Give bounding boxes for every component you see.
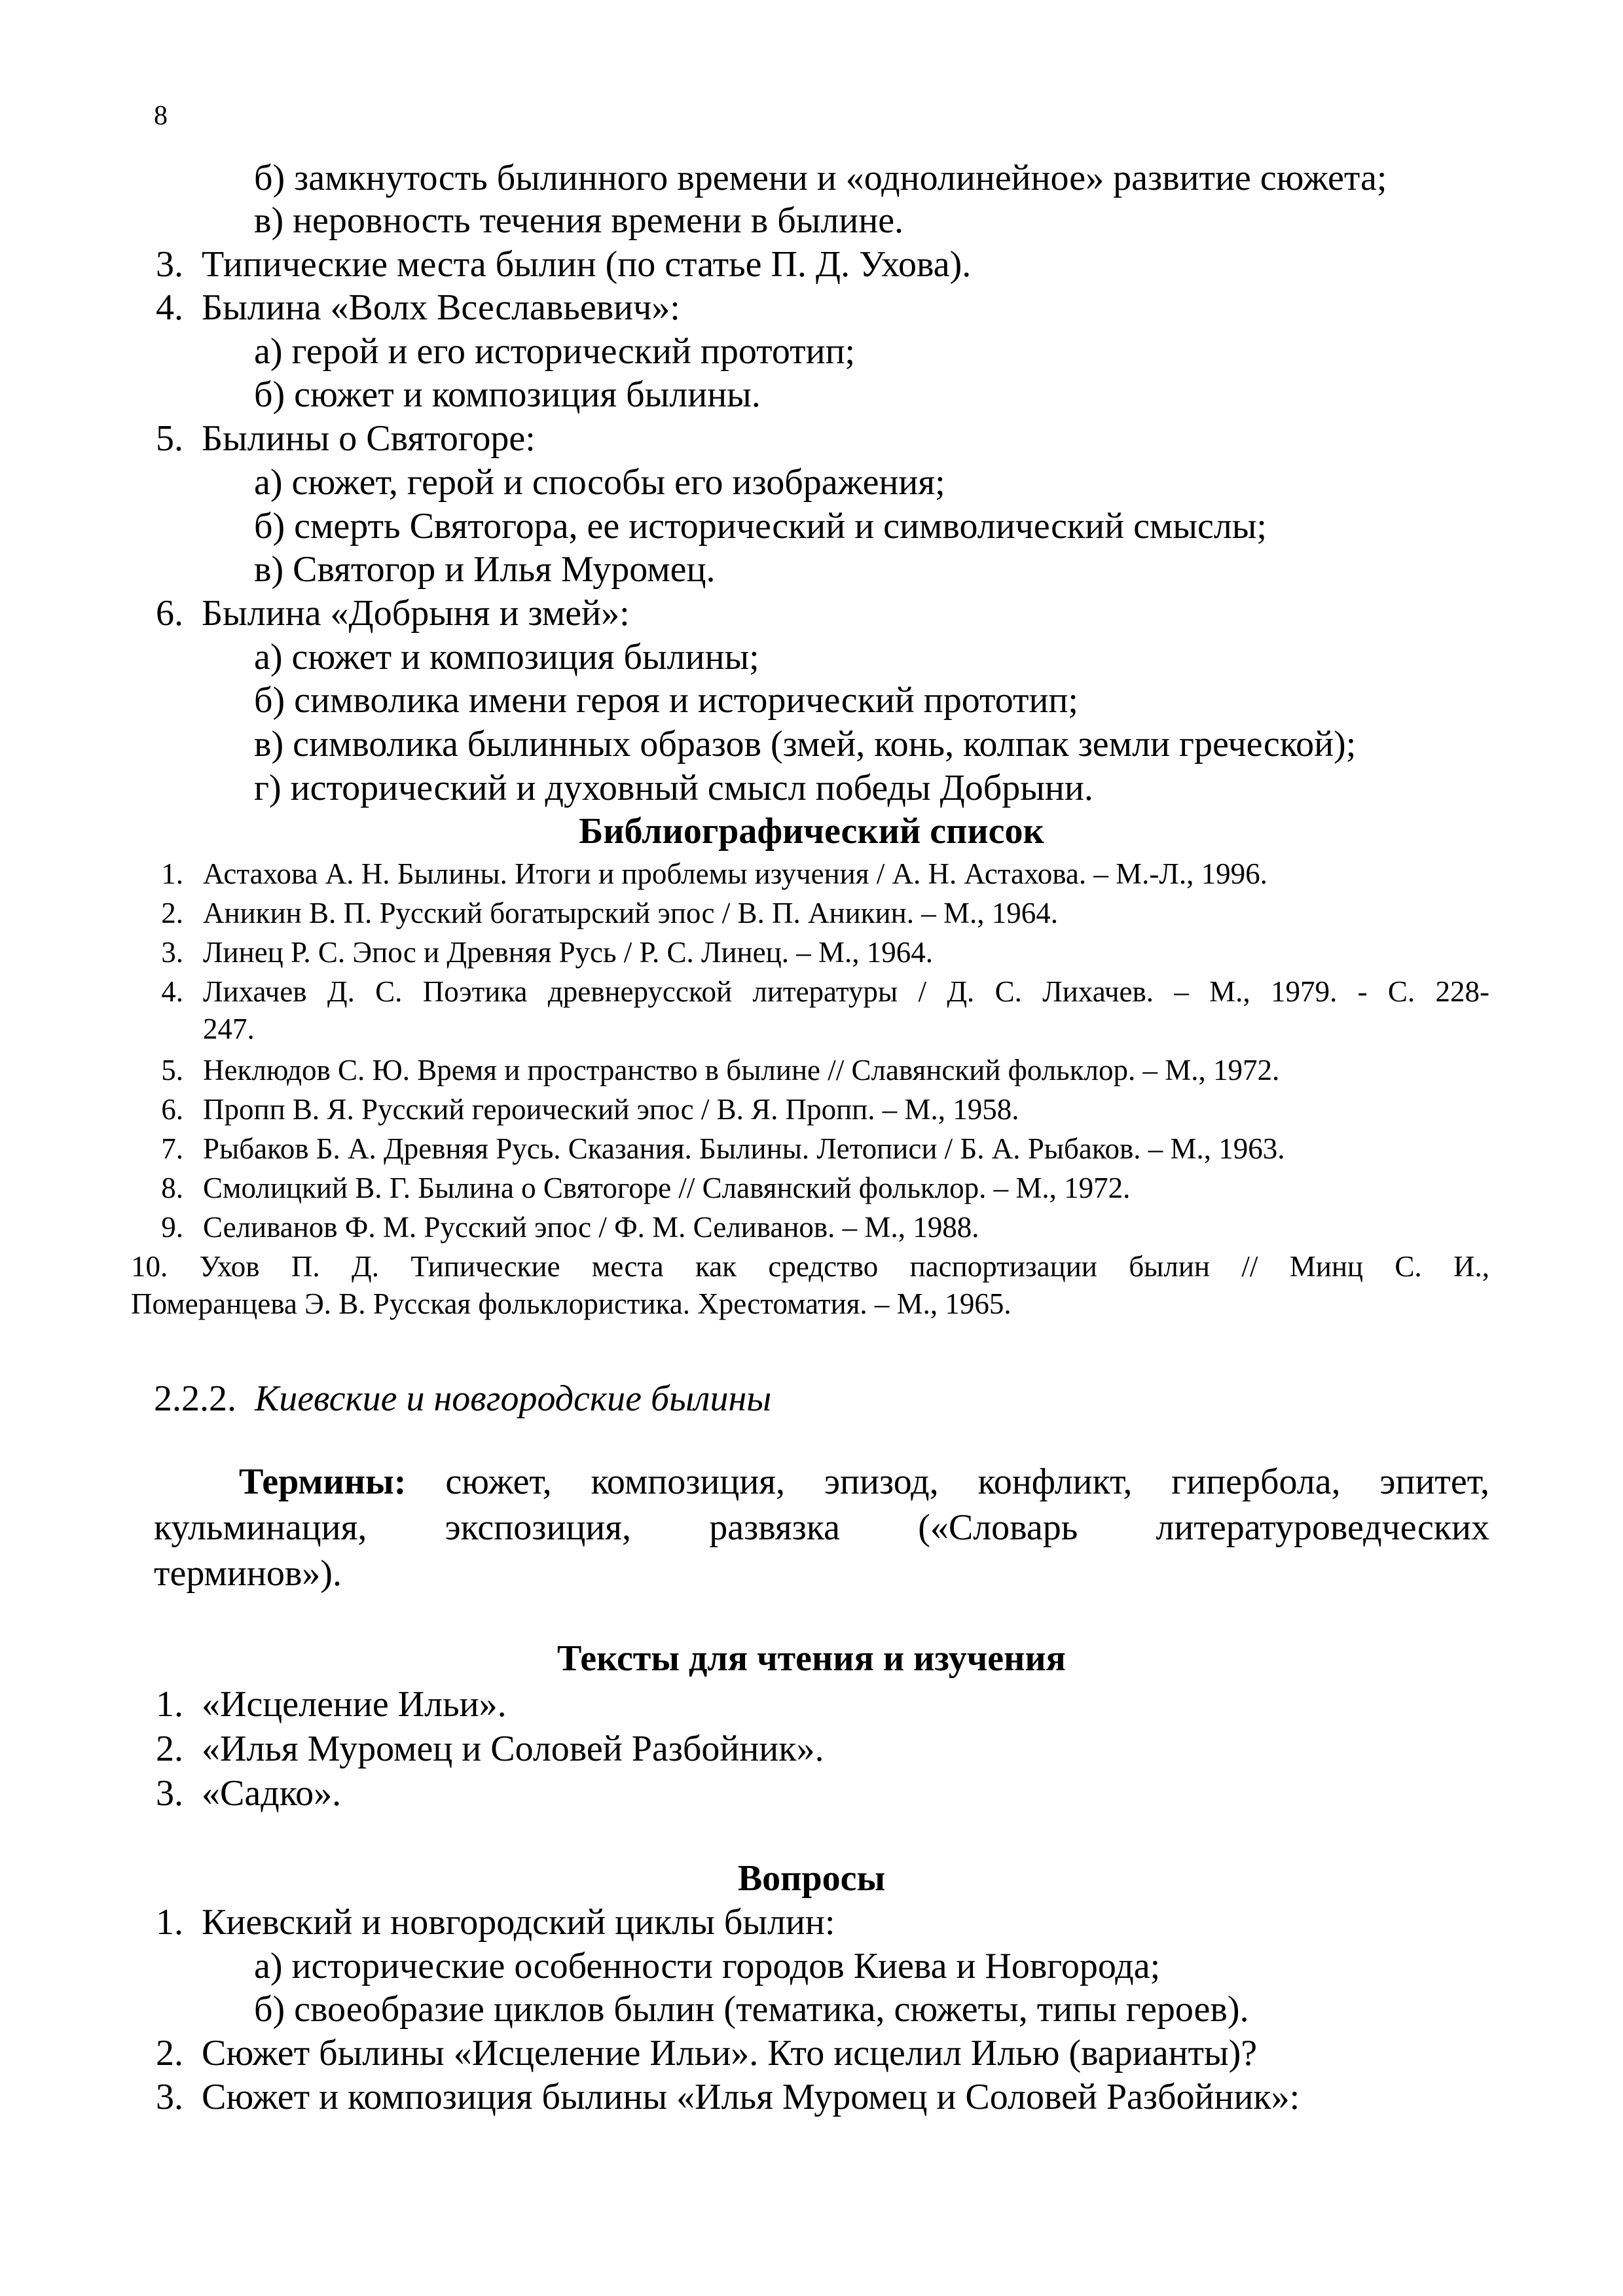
list-item-number: 1. [161,857,183,890]
list-item-number: 3. [156,244,183,285]
list-item-number: 8. [161,1172,183,1204]
texts-title: Тексты для чтения и изучения [557,1638,1066,1679]
question-sub-item: б) символика имени героя и исторический прототип; [254,680,1078,721]
terms-line: терминов»). [154,1553,342,1594]
question-sub-item: а) герой и его исторический прототип; [254,331,856,372]
question-sub-item: б) смерть Святогора, ее исторический и символический смыслы; [254,506,1267,547]
list-item: Былина «Добрыня и змей»: [202,593,630,634]
list-item: «Исцеление Ильи». [202,1684,507,1725]
list-item-number: 9. [161,1211,183,1244]
terms-text: сюжет, композиция, эпизод, конфликт, гипербола, эпитет, [445,1462,1489,1502]
bibliography-item: Пропп В. Я. Русский героический эпос / В. Я. Пропп. – М., 1958. [203,1093,1019,1126]
question-sub-item: в) неровность течения времени в былине. [254,200,904,241]
list-item: Сюжет былины «Исцеление Ильи». Кто исцелил Илью (варианты)? [202,2033,1258,2073]
bibliography-item-continuation: 247. [203,1013,255,1045]
list-item: Былина «Волх Всеславьевич»: [202,287,680,328]
list-item-number: 1. [156,1684,183,1725]
section-title: Киевские и новгородские былины [255,1378,772,1419]
question-sub-item: а) исторические особенности городов Киева и Новгорода; [254,1946,1161,1986]
section-number: 2.2.2. [154,1378,236,1419]
bibliography-item: 10. Ухов П. Д. Типические места как средство паспортизации былин // Минц С. И., [131,1250,1489,1283]
list-item-number: 4. [161,975,183,1008]
question-sub-item: б) замкнутость былинного времени и «однолинейное» развитие сюжета; [254,158,1387,198]
list-item: Былины о Святогоре: [202,418,536,459]
terms-line [239,1461,1489,1503]
question-sub-item: б) сюжет и композиция былины. [254,374,761,415]
list-item-number: 2. [156,1729,183,1769]
bibliography-item: Аникин В. П. Русский богатырский эпос / В. П. Аникин. – М., 1964. [203,897,1058,929]
list-item-number: 6. [156,593,183,634]
list-item-number: 5. [161,1054,183,1086]
list-item: «Илья Муромец и Соловей Разбойник». [202,1729,824,1769]
bibliography-item-continuation: Померанцева Э. В. Русская фольклористика. Хрестоматия. – М., 1965. [131,1287,1012,1320]
bibliography-title: Библиографический список [579,811,1044,852]
list-item-number: 5. [156,418,183,459]
terms-line: кульминация, экспозиция, развязка («Словарь литературоведческих [154,1507,1489,1548]
terms-label: Термины: [239,1462,407,1502]
list-item-number: 6. [161,1093,183,1126]
questions-title: Вопросы [737,1858,886,1899]
list-item-number: 3. [156,2077,183,2117]
list-item-number: 2. [156,2033,183,2073]
question-sub-item: а) сюжет и композиция былины; [254,637,759,677]
question-sub-item: в) Святогор и Илья Муромец. [254,549,716,590]
list-item-number: 4. [156,287,183,328]
list-item: Киевский и новгородский циклы былин: [202,1902,835,1943]
list-item-number: 3. [156,1773,183,1814]
bibliography-item: Неклюдов С. Ю. Время и пространство в былине // Славянский фольклор. – М., 1972. [203,1054,1280,1086]
bibliography-item: Линец Р. С. Эпос и Древняя Русь / Р. С. Линец. – М., 1964. [203,936,933,969]
list-item: Сюжет и композиция былины «Илья Муромец и Соловей Разбойник»: [202,2077,1300,2117]
bibliography-item: Астахова А. Н. Былины. Итоги и проблемы изучения / А. Н. Астахова. – М.-Л., 1996. [203,857,1267,890]
list-item-number: 2. [161,897,183,929]
list-item-number: 3. [161,936,183,969]
bibliography-item: Смолицкий В. Г. Былина о Святогоре // Славянский фольклор. – М., 1972. [203,1172,1131,1204]
list-item: «Садко». [202,1773,342,1814]
bibliography-item: Лихачев Д. С. Поэтика древнерусской литературы / Д. С. Лихачев. – М., 1979. - С. 228- [203,975,1489,1008]
list-item-number: 1. [156,1902,183,1943]
list-item-number: 7. [161,1132,183,1165]
question-sub-item: а) сюжет, герой и способы его изображения; [254,462,945,503]
bibliography-item: Рыбаков Б. А. Древняя Русь. Сказания. Былины. Летописи / Б. А. Рыбаков. – М., 1963. [203,1132,1285,1165]
question-sub-item: б) своеобразие циклов былин (тематика, сюжеты, типы героев). [254,1989,1249,2030]
bibliography-item: Селиванов Ф. М. Русский эпос / Ф. М. Селиванов. – М., 1988. [203,1211,979,1244]
question-sub-item: г) исторический и духовный смысл победы Добрыни. [254,768,1093,808]
page-number: 8 [154,101,168,131]
list-item: Типические места былин (по статье П. Д. Ухова). [202,244,972,285]
section-heading [154,1378,771,1420]
question-sub-item: в) символика былинных образов (змей, конь, колпак земли греческой); [254,724,1357,764]
